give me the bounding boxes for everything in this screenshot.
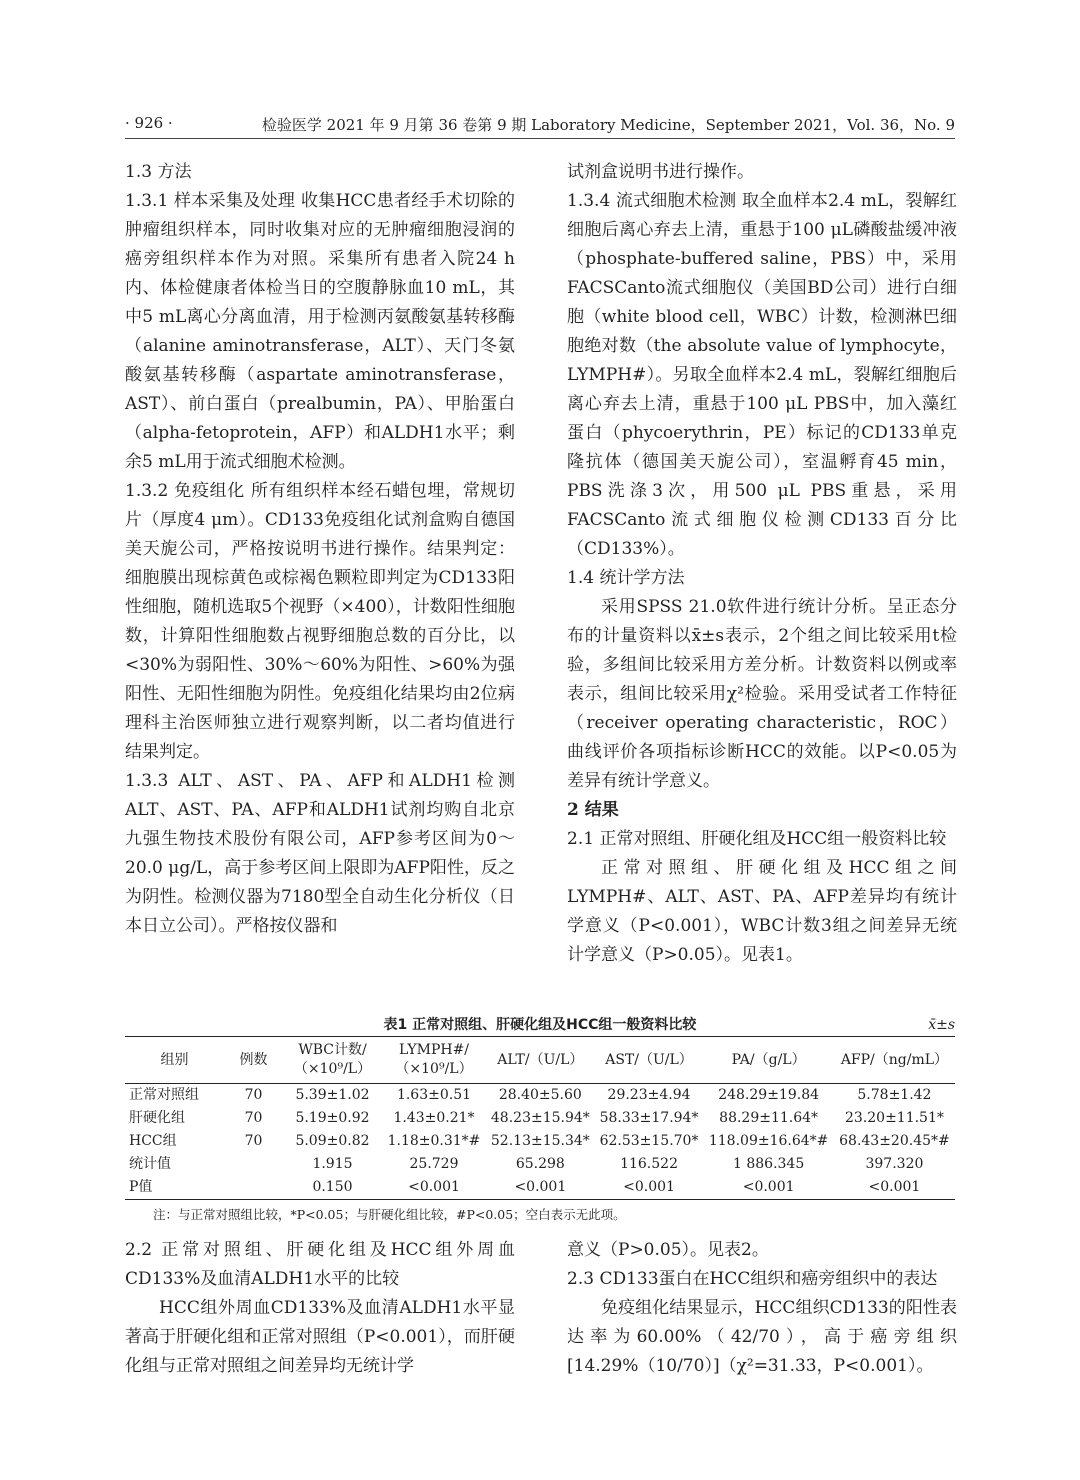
table-row [125,1153,955,1176]
table-cell: 65.298 [515,1156,565,1172]
page-number: · 926 · [125,114,173,132]
paragraph: 正常对照组、肝硬化组及HCC组之间LYMPH#、ALT、AST、PA、AFP差异均有统计学意义（P<0.001），WBC计数3组之间差异无统计学意义（P>0.05）。见表1。 [567,858,957,965]
table-cell: P值 [129,1179,153,1195]
data-table [125,1036,955,1200]
table-caption: 表1 正常对照组、肝硬化组及HCC组一般资料比较 [383,1017,697,1033]
left-column [125,158,515,941]
table-header: WBC计数/（×10⁹/L） [293,1042,372,1077]
table-cell [224,1176,283,1200]
table-header: LYMPH#/（×10⁹/L） [395,1042,473,1077]
table-row [125,1107,955,1130]
running-header [125,112,955,139]
section-heading: 2 结果 [567,800,619,820]
right-column [567,158,957,970]
paragraph: 采用SPSS 21.0软件进行统计分析。呈正态分布的计量资料以x̄±s表示，2个组之间比较采用t检验，多组间比较采用方差分析。计数资料以例或率表示，组间比较采用χ²检验。采用受试者工作特征（receiver operating characteristic，ROC）曲线评价各项指标诊断HCC的效能。以P<0.05为差异有统计学意义。 [567,597,957,791]
table-cell: 25.729 [409,1156,459,1172]
table-header: AFP/（ng/mL） [840,1051,949,1068]
table-1 [125,1014,955,1223]
table-cell: 28.40±5.60 [498,1087,582,1103]
table-cell: <0.001 [742,1179,795,1195]
section-heading: 2.3 CD133蛋白在HCC组织和癌旁组织中的表达 [567,1269,938,1289]
table-cell: HCC组 [129,1133,177,1149]
table-cell [224,1153,283,1176]
table-cell: 118.09±16.64*# [708,1133,829,1149]
table-cell: 397.320 [865,1156,924,1172]
table-unit: x̄±s [928,1017,955,1033]
table-row [125,1084,955,1108]
table-cell: 70 [244,1110,263,1126]
table-cell: 62.53±15.70* [599,1133,699,1149]
table-header-row [125,1037,955,1084]
table-cell: 5.78±1.42 [857,1087,932,1103]
table-cell: <0.001 [868,1179,921,1195]
right-column-bottom [567,1236,957,1381]
table-cell: 48.23±15.94* [490,1110,590,1126]
paragraph: 意义（P>0.05）。见表2。 [567,1240,769,1260]
paragraph: 试剂盒说明书进行操作。 [567,162,754,182]
paragraph: 1.3.4 流式细胞术检测 取全血样本2.4 mL，裂解红细胞后离心弃去上清，重悬于100 μL磷酸盐缓冲液（phosphate-buffered saline，PBS）中，采用FACSCanto流式细胞仪（美国BD公司）进行白细胞（white blood cell，WBC）计数，检测淋巴细胞绝对数（the absolute value of lymphocyte，LYMPH#）。另取全血样本2.4 mL，裂解红细胞后离心弃去上清，重悬于100 μL PBS中，加入藻红蛋白（phycoerythrin，PE）标记的CD133单克隆抗体（德国美天旎公司），室温孵育45 min，PBS洗涤3次，用500 μL PBS重悬，采用FACSCanto流式细胞仪检测CD133百分比（CD133%）。 [567,191,957,559]
table-cell: 70 [244,1087,263,1103]
table-cell: <0.001 [514,1179,567,1195]
table-header: 例数 [239,1051,268,1068]
table-cell: 88.29±11.64* [719,1110,819,1126]
table-row [125,1176,955,1200]
table-cell: 116.522 [620,1156,678,1172]
table-cell: 5.39±1.02 [295,1087,370,1103]
table-cell: 5.19±0.92 [295,1110,370,1126]
table-cell: 68.43±20.45*# [839,1133,950,1149]
section-heading: 1.3 方法 [125,162,192,182]
section-heading: 1.4 统计学方法 [567,568,685,588]
table-cell: <0.001 [408,1179,460,1195]
table-header: ALT/（U/L） [497,1051,584,1068]
table-row [125,1130,955,1153]
table-cell: 248.29±19.84 [718,1087,820,1103]
table-header: PA/（g/L） [731,1051,806,1068]
table-note: 注：与正常对照组比较，*P<0.05；与肝硬化组比较，#P<0.05；空白表示无此项。 [153,1207,626,1222]
left-column-bottom [125,1236,515,1381]
table-cell: 29.23±4.94 [607,1087,691,1103]
section-heading: 2.1 正常对照组、肝硬化组及HCC组一般资料比较 [567,829,947,849]
table-cell: 70 [244,1133,263,1149]
paragraph: HCC组外周血CD133%及血清ALDH1水平显著高于肝硬化组和正常对照组（P<0.001），而肝硬化组与正常对照组之间差异均无统计学 [125,1298,515,1376]
table-cell: 52.13±15.34* [490,1133,590,1149]
table-cell: 5.09±0.82 [295,1133,370,1149]
paragraph: 1.3.1 样本采集及处理 收集HCC患者经手术切除的肿瘤组织样本，同时收集对应的无肿瘤细胞浸润的癌旁组织样本作为对照。采集所有患者入院24 h内、体检健康者体检当日的空腹静脉血10 mL，其中5 mL离心分离血清，用于检测丙氨酸氨基转移酶（alanine aminotransferase，ALT）、天门冬氨酸氨基转移酶（aspartate aminotransferase，AST）、前白蛋白（prealbumin，PA）、甲胎蛋白（alpha-fetoprotein，AFP）和ALDH1水平；剩余5 mL用于流式细胞术检测。 [125,191,515,472]
table-cell: 正常对照组 [129,1087,199,1103]
table-cell: 1.43±0.21* [393,1110,475,1126]
table-cell: 统计值 [129,1156,171,1172]
paragraph: 1.3.3 ALT、AST、PA、AFP和ALDH1检测 ALT、AST、PA、AFP和ALDH1试剂均购自北京九强生物技术股份有限公司，AFP参考区间为0～20.0 μg/L，高于参考区间上限即为AFP阳性，反之为阴性。检测仪器为7180型全自动生化分析仪（日本日立公司）。严格按仪器和 [125,771,515,936]
table-cell: 1.915 [312,1156,353,1172]
paragraph: 1.3.2 免疫组化 所有组织样本经石蜡包埋，常规切片（厚度4 μm）。CD133免疫组化试剂盒购自德国美天旎公司，严格按说明书进行操作。结果判定：细胞膜出现棕黄色或棕褐色颗粒即判定为CD133阳性细胞，随机选取5个视野（×400），计数阳性细胞数，计算阳性细胞数占视野细胞总数的百分比，以<30%为弱阳性、30%～60%为阳性、>60%为强阳性、无阳性细胞为阴性。免疫组化结果均由2位病理科主治医师独立进行观察判断，以二者均值进行结果判定。 [125,481,515,762]
table-cell: 58.33±17.94* [599,1110,699,1126]
paragraph: 免疫组化结果显示，HCC组织CD133的阳性表达率为60.00%（42/70），高于癌旁组织[14.29%（10/70）]（χ²=31.33，P<0.001）。 [567,1298,957,1376]
table-header: AST/（U/L） [605,1051,693,1068]
section-heading: 2.2 正常对照组、肝硬化组及HCC组外周血CD133%及血清ALDH1水平的比较 [125,1240,515,1289]
table-cell: 1 886.345 [732,1156,805,1172]
table-cell: <0.001 [623,1179,675,1195]
table-header: 组别 [160,1051,189,1068]
table-cell: 0.150 [312,1179,353,1195]
table-cell: 肝硬化组 [129,1110,185,1126]
journal-info: 检验医学 2021 年 9 月第 36 卷第 9 期 Laboratory Medicine，September 2021，Vol. 36，No. 9 [261,116,955,134]
table-cell: 23.20±11.51* [844,1110,944,1126]
table-cell: 1.18±0.31*# [387,1133,481,1149]
table-cell: 1.63±0.51 [396,1087,472,1103]
